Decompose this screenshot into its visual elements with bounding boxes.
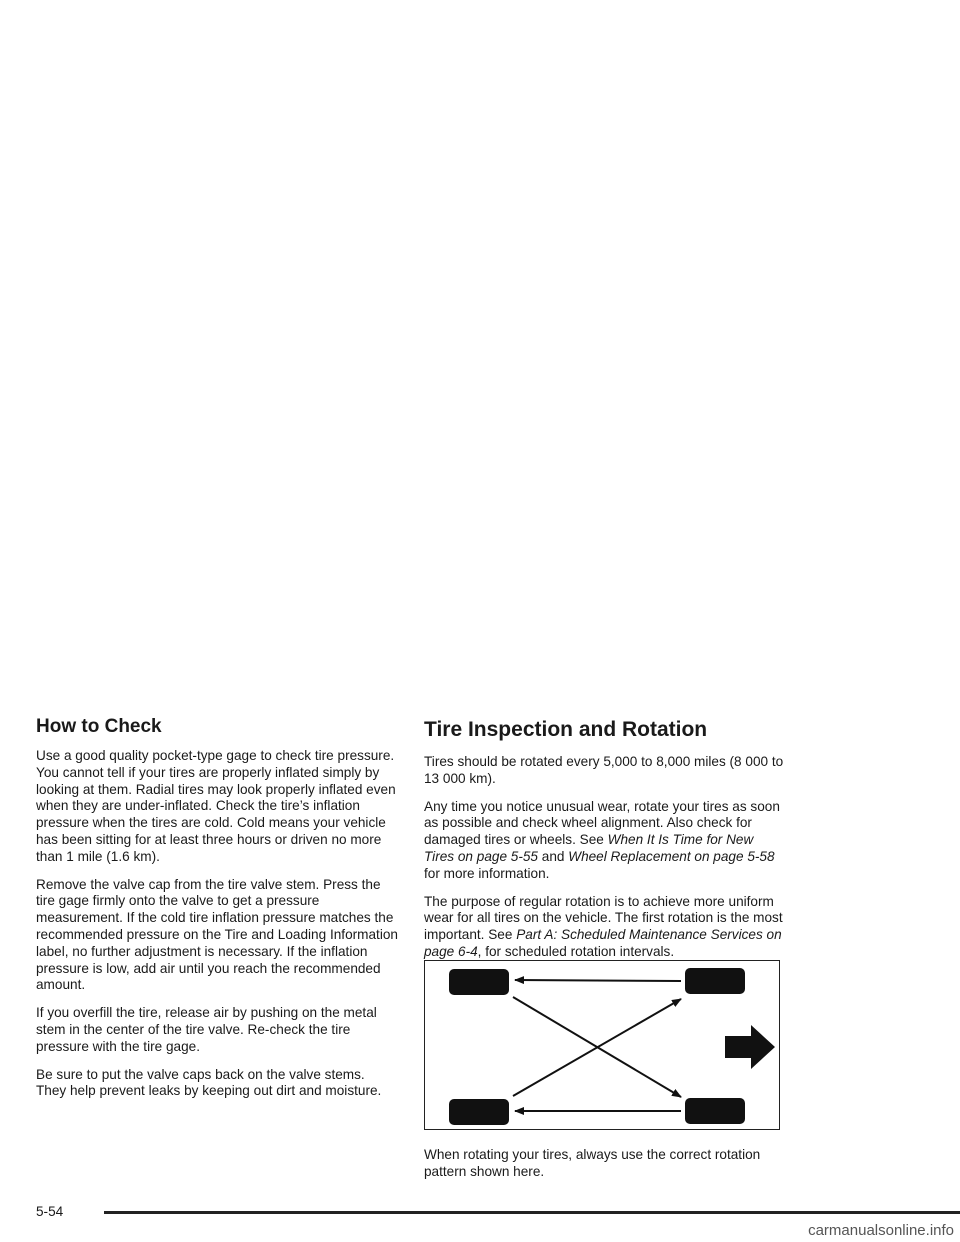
tire-rear-right-icon: [685, 1098, 745, 1124]
paragraph: Be sure to put the valve caps back on the valve stems. They help prevent leaks by keeping out dirt and moisture.: [36, 1066, 382, 1099]
paragraph: Remove the valve cap from the tire valve stem. Press the tire gage firmly onto the valve to get a pressure measurement. If the cold tire inflation pressure matches the recommended pressure on the Tire and Loading Information label, no further adjustment is necessary. If the inflation pressure is low, add air until you reach the recommended amount.: [36, 876, 398, 993]
paragraph: Use a good quality pocket-type gage to check tire pressure. You cannot tell if your tires are properly inflated simply by looking at them. Radial tires may look properly inflated even when they are under-inflated. Check the tire’s inflation pressure when the tires are cold. Cold means your vehicle has been sitting for at least three hours or driven no more than 1 mile (1.6 km).: [36, 748, 396, 864]
footer-divider: [104, 1211, 960, 1214]
left-column: [36, 716, 398, 1111]
direction-of-travel-arrow-icon: [725, 1025, 775, 1069]
cross-reference-link[interactable]: Part A: Scheduled Maintenance Services on page 6-4: [424, 927, 782, 959]
cross-reference-link[interactable]: When It Is Time for New Tires on page 5-55: [424, 832, 754, 864]
paragraph: If you overfill the tire, release air by pushing on the metal stem in the center of the tire valve. Re-check the tire pressure with the tire gage.: [36, 1005, 377, 1054]
section-heading-tire-inspection: Tire Inspection and Rotation: [424, 718, 708, 741]
section-heading-how-to-check: How to Check: [36, 716, 162, 737]
tire-front-right-icon: [685, 968, 745, 994]
right-column: [424, 716, 786, 972]
rotation-pattern-graphic: [425, 961, 778, 1128]
tire-rear-left-icon: [449, 1099, 509, 1125]
tire-rotation-diagram: [424, 960, 780, 1130]
watermark-text: carmanualsonline.info: [808, 1222, 954, 1239]
cross-reference-link[interactable]: Wheel Replacement on page 5-58: [568, 848, 775, 864]
paragraph: Tires should be rotated every 5,000 to 8,000 miles (8 000 to 13 000 km).: [424, 754, 784, 786]
diagram-caption: When rotating your tires, always use the correct rotation pattern shown here.: [424, 1147, 761, 1179]
page-number: 5-54: [36, 1204, 64, 1219]
arrow-front-right-to-left: [515, 980, 681, 981]
tire-front-left-icon: [449, 969, 509, 995]
paragraph: Any time you notice unusual wear, rotate your tires as soon as possible and check wheel alignment. Also check for damaged tires or wheels. See When It Is Time for New Tires on page 5-55 and Wheel Replacement on page 5-58 for more information.: [424, 798, 780, 881]
paragraph: The purpose of regular rotation is to achieve more uniform wear for all tires on the vehicle. The first rotation is the most important. See Part A: Scheduled Maintenance Services on page 6-4, for scheduled rotation intervals.: [424, 893, 783, 959]
